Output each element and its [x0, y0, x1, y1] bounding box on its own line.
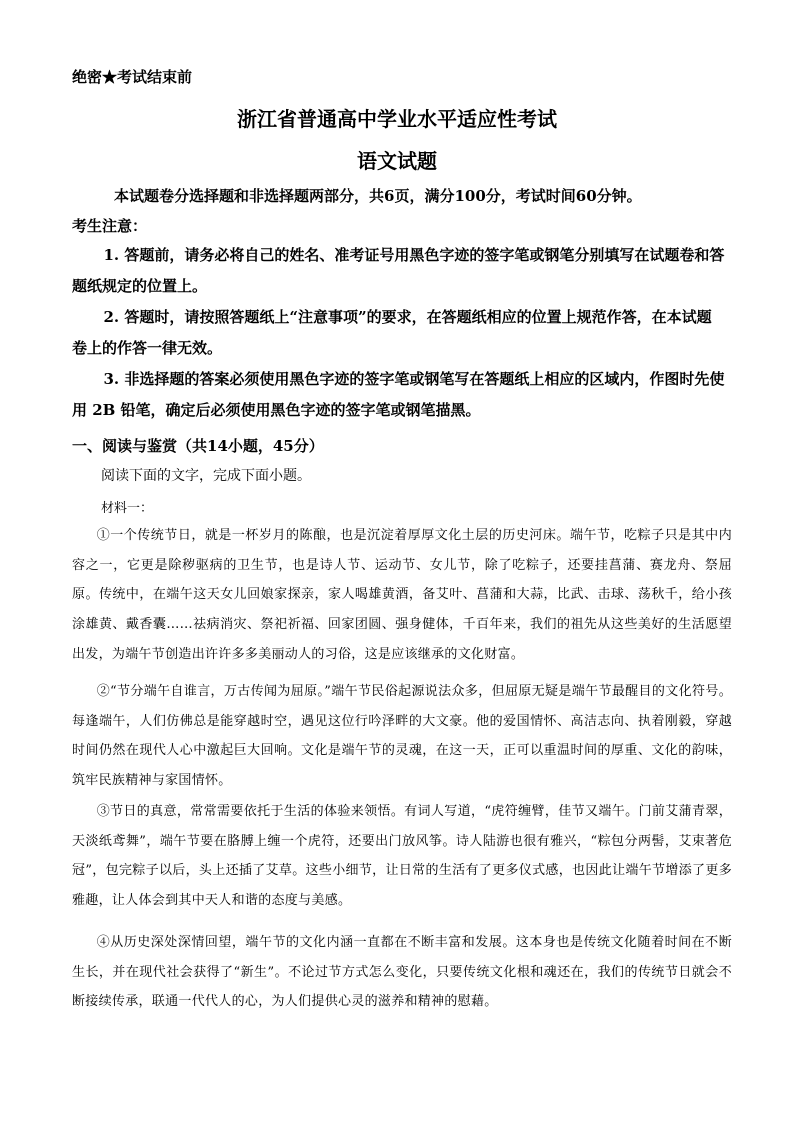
exam-title: 浙江省普通高中学业水平适应性考试 [237, 107, 557, 131]
notice-title: 考生注意： [72, 217, 148, 235]
confidential-label: 绝密★考试结束前 [72, 68, 193, 86]
material-paragraph-4: ④从历史深处深情回望，端午节的文化内涵一直都在不断丰富和发展。这本身也是传统文化随着时间在不断生长，并在现代社会获得了“新生”。不论过节方式怎么变化，只要传统文化根和魂还在，我们的传统节日就会不断接续传承，联通一代代人的心，为人们提供心灵的滋养和精神的慰藉。 [72, 935, 732, 1010]
material-paragraph-2: ②“节分端午自谁言，万古传闻为屈原。”端午节民俗起源说法众多，但屈原无疑是端午节最醒目的文化符号。每逢端午，人们仿佛总是能穿越时空，遇见这位行吟泽畔的大文豪。他的爱国情怀、高洁志向、执着刚毅，穿越时间仍然在现代人心中激起巨大回响。文化是端午节的灵魂，在这一天，正可以重温时间的厚重、文化的韵味，筑牢民族精神与家国情怀。 [72, 684, 732, 789]
material-title: 材料一： [101, 501, 154, 516]
exam-intro: 本试题卷分选择题和非选择题两部分，共6页，满分100分，考试时间60分钟。 [114, 187, 642, 205]
notice-rule-2: 2. 答题时，请按照答题纸上“注意事项”的要求，在答题纸相应的位置上规范作答，在本试题 卷上的作答一律无效。 [72, 308, 712, 357]
material-paragraph-1: ①一个传统节日，就是一杯岁月的陈酿，也是沉淀着厚厚文化土层的历史河床。端午节，吃粽子只是其中内容之一，它更是除秽驱病的卫生节，也是诗人节、运动节、女儿节，除了吃粽子，还要挂菖蒲、赛龙舟、祭屈原。传统中，在端午这天女儿回娘家探亲，家人喝雄黄酒，备艾叶、菖蒲和大蒜，比武、击球、荡秋千，给小孩涂雄黄、戴香囊……祛病消灾、祭祀祈福、回家团圆、强身健体，千百年来，我们的祖先从这些美好的生活愿望出发，为端午节创造出许许多多美丽动人的习俗，这是应该继承的文化财富。 [72, 528, 732, 662]
exam-subject-title: 语文试题 [357, 149, 437, 173]
notice-rule-1: 1. 答题前，请务必将自己的姓名、准考证号用黑色字迹的签字笔或钢笔分别填写在试题卷和答 题纸规定的位置上。 [72, 246, 725, 295]
reading-instruction: 阅读下面的文字，完成下面小题。 [101, 468, 311, 484]
notice-rule-3: 3. 非选择题的答案必须使用黑色字迹的签字笔或钢笔写在答题纸上相应的区域内，作图时先使 用 2B 铅笔，确定后必须使用黑色字迹的签字笔或钢笔描黑。 [72, 370, 725, 419]
material-paragraph-3: ③节日的真意，常常需要依托于生活的体验来领悟。有词人写道，“虎符缠臂，佳节又端午。门前艾蒲青翠，天淡纸鸢舞”，端午节要在胳膊上缠一个虎符，还要出门放风筝。诗人陆游也很有雅兴，“粽包分两髻，艾束著危冠”，包完粽子以后，头上还插了艾草。这些小细节，让日常的生活有了更多仪式感，也因此让端午节增添了更多雅趣，让人体会到其中天人和谐的态度与美感。 [72, 804, 732, 909]
section-heading: 一、阅读与鉴赏（共14小题，45分） [72, 437, 324, 455]
